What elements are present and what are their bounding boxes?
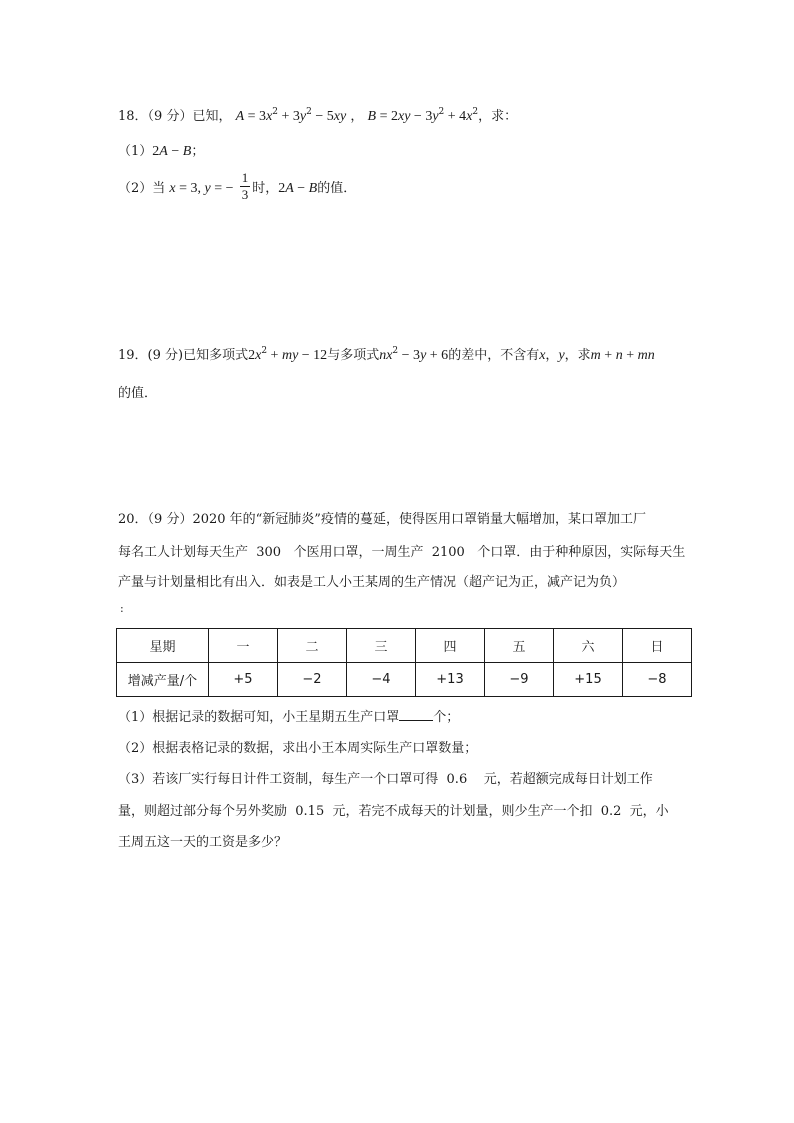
table-cell: 二 bbox=[278, 629, 347, 663]
table-cell: +15 bbox=[554, 663, 623, 697]
table-cell: −8 bbox=[623, 663, 692, 697]
table-cell: 五 bbox=[485, 629, 554, 663]
table-cell: 增减产量/个 bbox=[117, 663, 209, 697]
q20-line2: 每名工人计划每天生产 300 个医用口罩，一周生产 2100 个口罩．由于种种原因，实际每天生 bbox=[118, 545, 686, 560]
table-header-row bbox=[117, 629, 692, 663]
answer-blank[interactable] bbox=[399, 707, 433, 721]
table-cell: +13 bbox=[416, 663, 485, 697]
q18-part2: （2）当 x = 3, y = − $\frac{1}{3}$ 时，2A − B的值． bbox=[118, 170, 357, 202]
table-cell: −2 bbox=[278, 663, 347, 697]
q19-line2: 的值． bbox=[118, 386, 158, 401]
table-cell: 四 bbox=[416, 629, 485, 663]
table-cell: −9 bbox=[485, 663, 554, 697]
table-cell: 六 bbox=[554, 629, 623, 663]
production-table bbox=[116, 628, 692, 697]
q20-sub3-line3: 王周五这一天的工资是多少？ bbox=[118, 835, 288, 850]
table-row bbox=[117, 663, 692, 697]
q18-stem: 18．（9 分）已知， $A = 3x^2 + 3y^2 - 5xy$ ， $B = 2xy - 3y^2 + 4x^2$，求： bbox=[118, 107, 518, 124]
q19-stem: 19．(9 分)已知多项式$2x^2$ + my − 12与多项式$nx^2 - 3y + 6$的差中，不含有x，y，求m + n + mn bbox=[118, 346, 655, 363]
table-cell: 三 bbox=[347, 629, 416, 663]
q20-sub2: （2）根据表格记录的数据，求出小王本周实际生产口罩数量； bbox=[118, 741, 478, 756]
table-cell: −4 bbox=[347, 663, 416, 697]
table-cell: 一 bbox=[209, 629, 278, 663]
q20-line3: 产量与计划量相比有出入．如表是工人小王某周的生产情况（超产记为正，减产记为负） bbox=[118, 575, 626, 590]
table-cell: 星期 bbox=[117, 629, 209, 663]
fraction-one-third: $\frac{1}{3}$ bbox=[241, 170, 249, 202]
q20-sub3-line1: （3）若该厂实行每日计件工资制，每生产一个口罩可得 0.6 元，若超额完成每日计划工作 bbox=[118, 772, 653, 787]
table-cell: 日 bbox=[623, 629, 692, 663]
q20-sub1: （1）根据记录的数据可知，小王星期五生产口罩 个； bbox=[118, 707, 459, 728]
stray-colon: : bbox=[120, 602, 124, 615]
q20-sub3-line2: 量，则超过部分每个另外奖励 0.15 元，若完不成每天的计划量，则少生产一个扣 0.2 元，小 bbox=[118, 804, 669, 819]
q20-line1: 20．（9 分）2020 年的“新冠肺炎”疫情的蔓延，使得医用口罩销量大幅增加，某口罩加工厂 bbox=[118, 512, 646, 527]
q18-part1: （1）2A − B； bbox=[118, 144, 205, 159]
table-cell: +5 bbox=[209, 663, 278, 697]
